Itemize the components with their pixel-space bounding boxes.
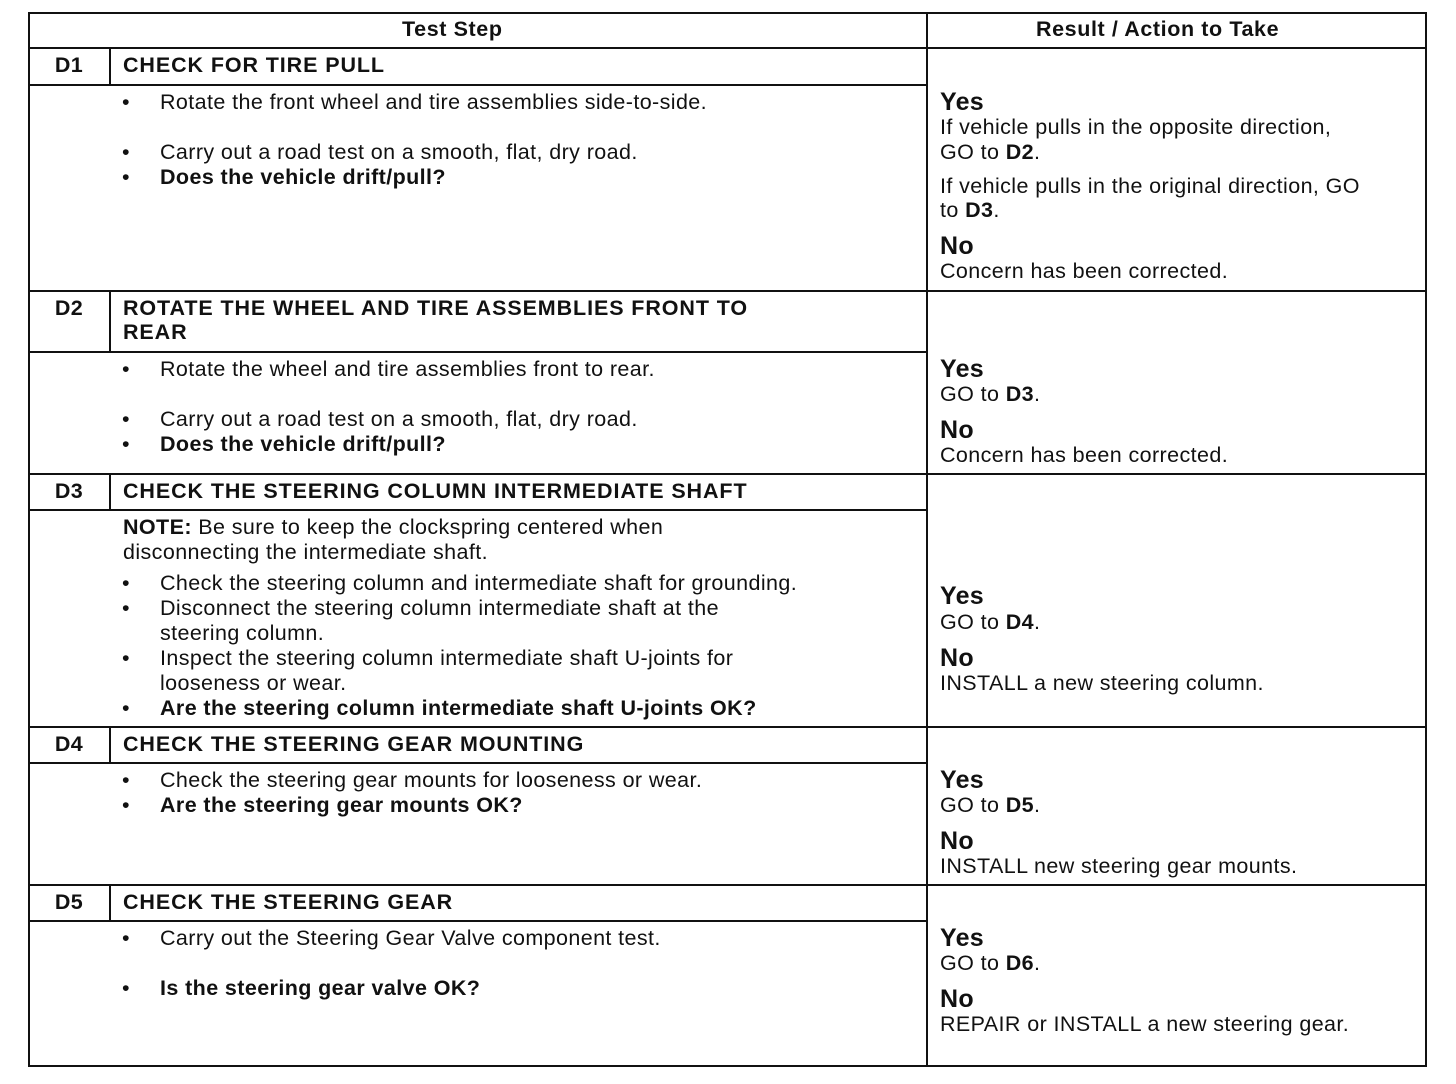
step-separator xyxy=(28,290,1427,292)
title-underline xyxy=(28,509,927,511)
result-text: GO to D3. xyxy=(940,382,1041,406)
step-title: CHECK THE STEERING COLUMN INTERMEDIATE SHAFT xyxy=(123,479,748,503)
result-text: If vehicle pulls in the opposite direction, xyxy=(940,115,1332,139)
no-label: No xyxy=(940,985,974,1013)
bullet-icon: • xyxy=(122,976,130,1000)
bullet-icon: • xyxy=(122,165,130,189)
note-text: disconnecting the intermediate shaft. xyxy=(123,540,488,564)
note-text xyxy=(123,515,663,540)
result-text: GO to D6. xyxy=(940,951,1041,975)
step-bullet-text: looseness or wear. xyxy=(160,671,347,695)
result-text: to D3. xyxy=(940,198,1000,222)
bullet-icon: • xyxy=(122,571,130,595)
note-label: NOTE: xyxy=(123,515,192,539)
header-result-action: Result / Action to Take xyxy=(1036,17,1280,41)
step-separator xyxy=(28,473,1427,475)
result-text-pre: GO to xyxy=(940,793,1006,817)
step-bullet-text: Disconnect the steering column intermediate shaft at the xyxy=(160,596,719,620)
step-id: D1 xyxy=(54,53,84,77)
result-text: Concern has been corrected. xyxy=(940,443,1229,467)
step-separator xyxy=(28,884,1427,886)
step-bullet-text: Inspect the steering column intermediate shaft U-joints for xyxy=(160,646,734,670)
step-reference: D2 xyxy=(1005,140,1035,164)
step-reference: D3 xyxy=(1005,382,1035,406)
step-reference: D4 xyxy=(1005,610,1035,634)
step-question: Does the vehicle drift/pull? xyxy=(160,165,446,189)
step-bullet-text: Rotate the front wheel and tire assemblies side-to-side. xyxy=(160,90,708,114)
no-label: No xyxy=(940,232,974,260)
step-bullet-text: Check the steering column and intermediate shaft for grounding. xyxy=(160,571,798,595)
step-bullet-text: steering column. xyxy=(160,621,325,645)
result-text: Concern has been corrected. xyxy=(940,259,1229,283)
no-label: No xyxy=(940,827,974,855)
title-underline xyxy=(28,351,927,353)
step-reference: D3 xyxy=(965,198,994,222)
step-id: D3 xyxy=(54,479,84,503)
bullet-icon: • xyxy=(122,646,130,670)
step-bullet-text: Carry out the Steering Gear Valve component test. xyxy=(160,926,661,950)
step-id: D5 xyxy=(54,890,84,914)
no-label: No xyxy=(940,416,974,444)
bullet-icon: • xyxy=(122,793,130,817)
title-underline xyxy=(28,920,927,922)
step-title: CHECK THE STEERING GEAR MOUNTING xyxy=(123,732,585,756)
result-text-pre: to xyxy=(940,198,966,222)
result-text: INSTALL a new steering column. xyxy=(940,671,1264,695)
bullet-icon: • xyxy=(122,768,130,792)
result-text: GO to D2. xyxy=(940,140,1041,164)
step-question: Is the steering gear valve OK? xyxy=(160,976,481,1000)
step-bullet-text: Carry out a road test on a smooth, flat, dry road. xyxy=(160,140,638,164)
result-text-pre: GO to xyxy=(940,140,1006,164)
no-label: No xyxy=(940,644,974,672)
bullet-icon: • xyxy=(122,596,130,620)
bullet-icon: • xyxy=(122,432,130,456)
column-divider xyxy=(926,12,928,1067)
result-text: GO to D5. xyxy=(940,793,1041,817)
step-question: Are the steering gear mounts OK? xyxy=(160,793,523,817)
step-title: ROTATE THE WHEEL AND TIRE ASSEMBLIES FRONT TO xyxy=(123,296,748,320)
bullet-icon: • xyxy=(122,357,130,381)
yes-label: Yes xyxy=(940,88,985,116)
result-text: GO to D4. xyxy=(940,610,1041,634)
note-body: Be sure to keep the clockspring centered when xyxy=(191,515,664,539)
step-title: CHECK FOR TIRE PULL xyxy=(123,53,385,77)
bullet-icon: • xyxy=(122,407,130,431)
result-text: INSTALL new steering gear mounts. xyxy=(940,854,1298,878)
result-text-pre: GO to xyxy=(940,610,1006,634)
step-title: REAR xyxy=(123,320,188,344)
bullet-icon: • xyxy=(122,696,130,720)
title-underline xyxy=(28,84,927,86)
step-reference: D5 xyxy=(1005,793,1035,817)
step-reference: D6 xyxy=(1005,951,1035,975)
step-bullet-text: Carry out a road test on a smooth, flat, dry road. xyxy=(160,407,638,431)
step-bullet-text: Rotate the wheel and tire assemblies front to rear. xyxy=(160,357,655,381)
step-id: D4 xyxy=(54,732,84,756)
step-bullet-text: Check the steering gear mounts for looseness or wear. xyxy=(160,768,703,792)
result-text-pre: GO to xyxy=(940,382,1006,406)
result-text-pre: GO to xyxy=(940,951,1006,975)
step-question: Are the steering column intermediate shaft U-joints OK? xyxy=(160,696,757,720)
title-underline xyxy=(28,762,927,764)
header-divider xyxy=(28,47,1427,49)
yes-label: Yes xyxy=(940,766,985,794)
yes-label: Yes xyxy=(940,582,985,610)
bullet-icon: • xyxy=(122,926,130,950)
step-title: CHECK THE STEERING GEAR xyxy=(123,890,454,914)
header-test-step: Test Step xyxy=(402,17,503,41)
step-question: Does the vehicle drift/pull? xyxy=(160,432,446,456)
step-id: D2 xyxy=(54,296,84,320)
yes-label: Yes xyxy=(940,355,985,383)
result-text: REPAIR or INSTALL a new steering gear. xyxy=(940,1012,1350,1036)
bullet-icon: • xyxy=(122,90,130,114)
step-separator xyxy=(28,726,1427,728)
yes-label: Yes xyxy=(940,924,985,952)
result-text: If vehicle pulls in the original direction, GO xyxy=(940,174,1360,198)
bullet-icon: • xyxy=(122,140,130,164)
